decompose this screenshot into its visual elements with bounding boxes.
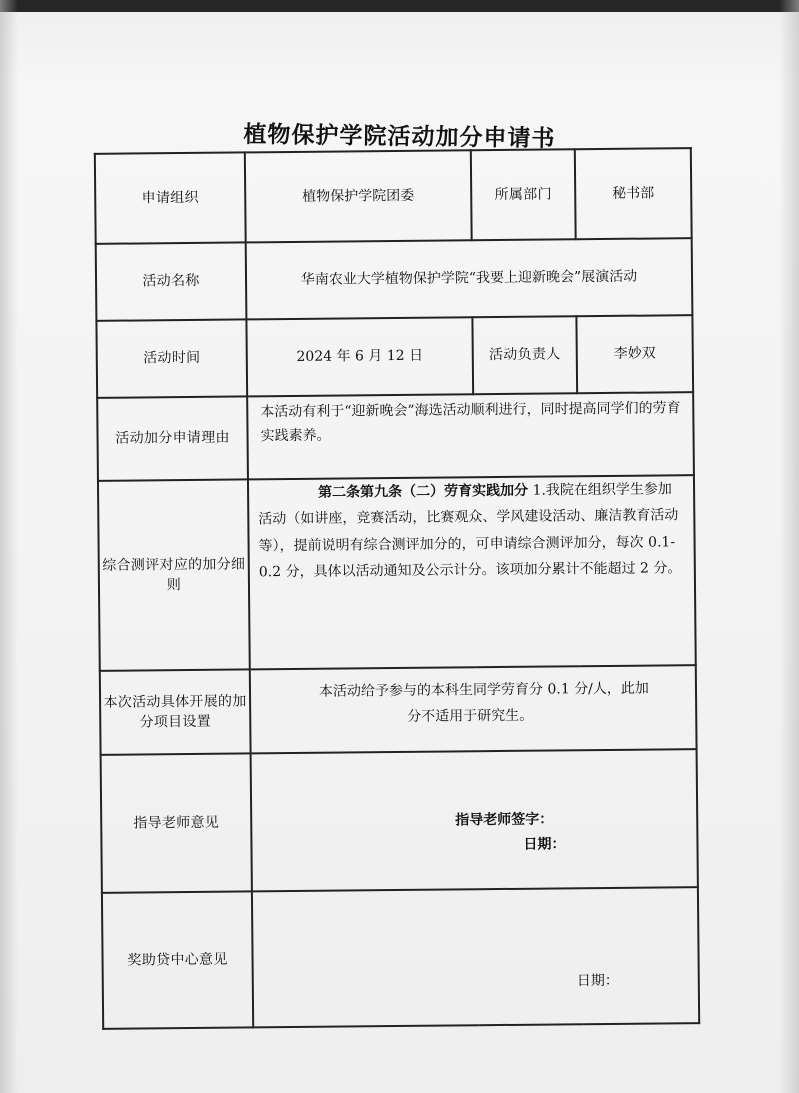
center-label: 奖助贷中心意见 bbox=[102, 891, 253, 1028]
scanner-top-edge bbox=[0, 0, 799, 12]
activity-time-value: 2024 年 6 月 12 日 bbox=[246, 317, 473, 396]
rules-body: 1.我院在组织学生参加活动（如讲座，竞赛活动，比赛观众、学风建设活动、廉洁教育活动等），提前说明有综合测评加分的，可申请综合测评加分，每次 0.1-0.2 分，具体以活动通知及公示计分。该项加分累计不能超过 2 分。 bbox=[258, 481, 682, 581]
rules-value bbox=[248, 475, 696, 669]
bonus-value bbox=[250, 665, 697, 753]
right-page-shadow bbox=[779, 0, 799, 1093]
form-row-activity-time bbox=[96, 315, 693, 398]
form-row-activity-name bbox=[96, 238, 693, 321]
center-date-label: 日期： bbox=[576, 972, 619, 990]
reason-label: 活动加分申请理由 bbox=[97, 396, 248, 480]
form-row-bonus-setting bbox=[100, 665, 697, 755]
rules-heading: 第二条第九条（二）劳育实践加分 bbox=[318, 482, 529, 501]
rules-label: 综合测评对应的加分细则 bbox=[98, 479, 250, 670]
center-signature-area bbox=[253, 888, 698, 1026]
form-table bbox=[94, 147, 700, 1030]
activity-owner-value: 李妙双 bbox=[576, 315, 693, 393]
application-org-label: 申请组织 bbox=[95, 152, 246, 243]
advisor-opinion-area bbox=[251, 749, 698, 891]
application-org-value: 植物保护学院团委 bbox=[245, 150, 472, 242]
activity-time-label: 活动时间 bbox=[96, 319, 247, 397]
reason-value: 本活动有利于“迎新晚会”海选活动顺利进行，同时提高同学们的劳育实践素养。 bbox=[247, 392, 694, 479]
bonus-line-1: 本活动给予参与的本科生同学劳育分 0.1 分/人，此加 bbox=[318, 680, 649, 700]
form-row-advisor-opinion bbox=[101, 749, 698, 893]
form-row-rules bbox=[98, 475, 696, 671]
form-row-reason bbox=[97, 392, 694, 481]
department-label: 所属部门 bbox=[471, 149, 576, 240]
advisor-signature-label: 指导老师签字： bbox=[455, 811, 554, 829]
advisor-signature-area bbox=[252, 750, 697, 890]
form-row-organization bbox=[95, 148, 692, 244]
document-title: 植物保护学院活动加分申请书 bbox=[243, 120, 556, 153]
left-page-shadow bbox=[0, 0, 18, 1093]
bonus-label: 本次活动具体开展的加分项目设置 bbox=[100, 669, 251, 754]
activity-name-value: 华南农业大学植物保护学院“我要上迎新晚会”展演活动 bbox=[246, 238, 693, 319]
activity-name-label: 活动名称 bbox=[96, 242, 247, 320]
bonus-line-2: 分不适用于研究生。 bbox=[407, 707, 534, 725]
advisor-date-label: 日期： bbox=[523, 836, 566, 853]
advisor-label: 指导老师意见 bbox=[101, 753, 252, 892]
center-opinion-area bbox=[252, 887, 699, 1027]
application-form bbox=[94, 147, 698, 1028]
activity-owner-label: 活动负责人 bbox=[472, 316, 577, 394]
department-value: 秘书部 bbox=[575, 148, 692, 239]
form-row-center-opinion bbox=[102, 887, 699, 1029]
